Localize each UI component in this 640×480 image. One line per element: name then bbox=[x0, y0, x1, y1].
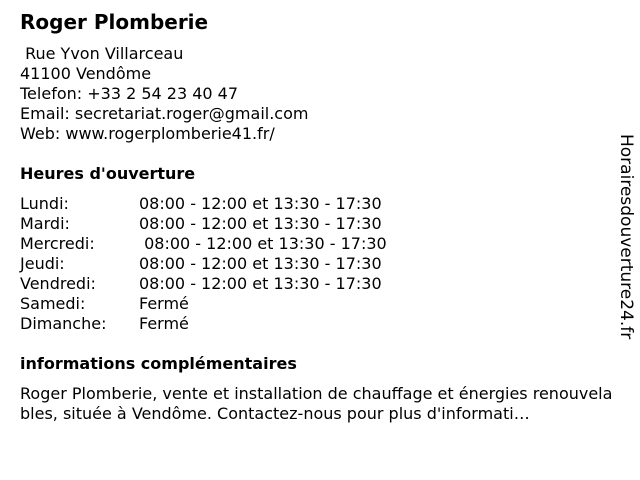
day-label: Samedi: bbox=[20, 294, 86, 313]
site-watermark: Horairesdouverture24.fr bbox=[616, 134, 636, 340]
hours-row-tuesday bbox=[20, 214, 387, 234]
contact-block bbox=[20, 44, 308, 144]
hours-row-thursday bbox=[20, 254, 387, 274]
hours-row-saturday bbox=[20, 294, 387, 314]
day-hours: 08:00 - 12:00 et 13:30 - 17:30 bbox=[139, 254, 382, 273]
day-hours: Fermé bbox=[139, 314, 189, 333]
hours-row-sunday bbox=[20, 314, 387, 334]
day-hours: Fermé bbox=[139, 294, 189, 313]
hours-row-friday bbox=[20, 274, 387, 294]
street-address: Rue Yvon Villarceau bbox=[20, 44, 184, 63]
hours-row-monday bbox=[20, 194, 387, 214]
city-address: 41100 Vendôme bbox=[20, 64, 152, 83]
email-address: Email: secretariat.roger@gmail.com bbox=[20, 104, 309, 123]
day-label: Mardi: bbox=[20, 214, 70, 233]
day-label: Lundi: bbox=[20, 194, 69, 213]
additional-info-heading: informations complémentaires bbox=[20, 354, 297, 373]
opening-hours-table bbox=[20, 194, 387, 334]
business-name: Roger Plomberie bbox=[20, 10, 209, 34]
day-hours: 08:00 - 12:00 et 13:30 - 17:30 bbox=[139, 194, 382, 213]
phone-number: Telefon: +33 2 54 23 40 47 bbox=[20, 84, 239, 103]
day-label: Mercredi: bbox=[20, 234, 95, 253]
day-label: Dimanche: bbox=[20, 314, 107, 333]
day-hours: 08:00 - 12:00 et 13:30 - 17:30 bbox=[139, 234, 387, 253]
day-hours: 08:00 - 12:00 et 13:30 - 17:30 bbox=[139, 274, 382, 293]
day-label: Vendredi: bbox=[20, 274, 96, 293]
hours-row-wednesday bbox=[20, 234, 387, 254]
business-description: Roger Plomberie, vente et installation de chauffage et énergies renouvelables, située à Vendôme. Contactez-nous pour plus d'informati… bbox=[20, 384, 613, 423]
website-address: Web: www.rogerplomberie41.fr/ bbox=[20, 124, 275, 143]
opening-hours-heading: Heures d'ouverture bbox=[20, 164, 196, 183]
day-hours: 08:00 - 12:00 et 13:30 - 17:30 bbox=[139, 214, 382, 233]
day-label: Jeudi: bbox=[20, 254, 65, 273]
